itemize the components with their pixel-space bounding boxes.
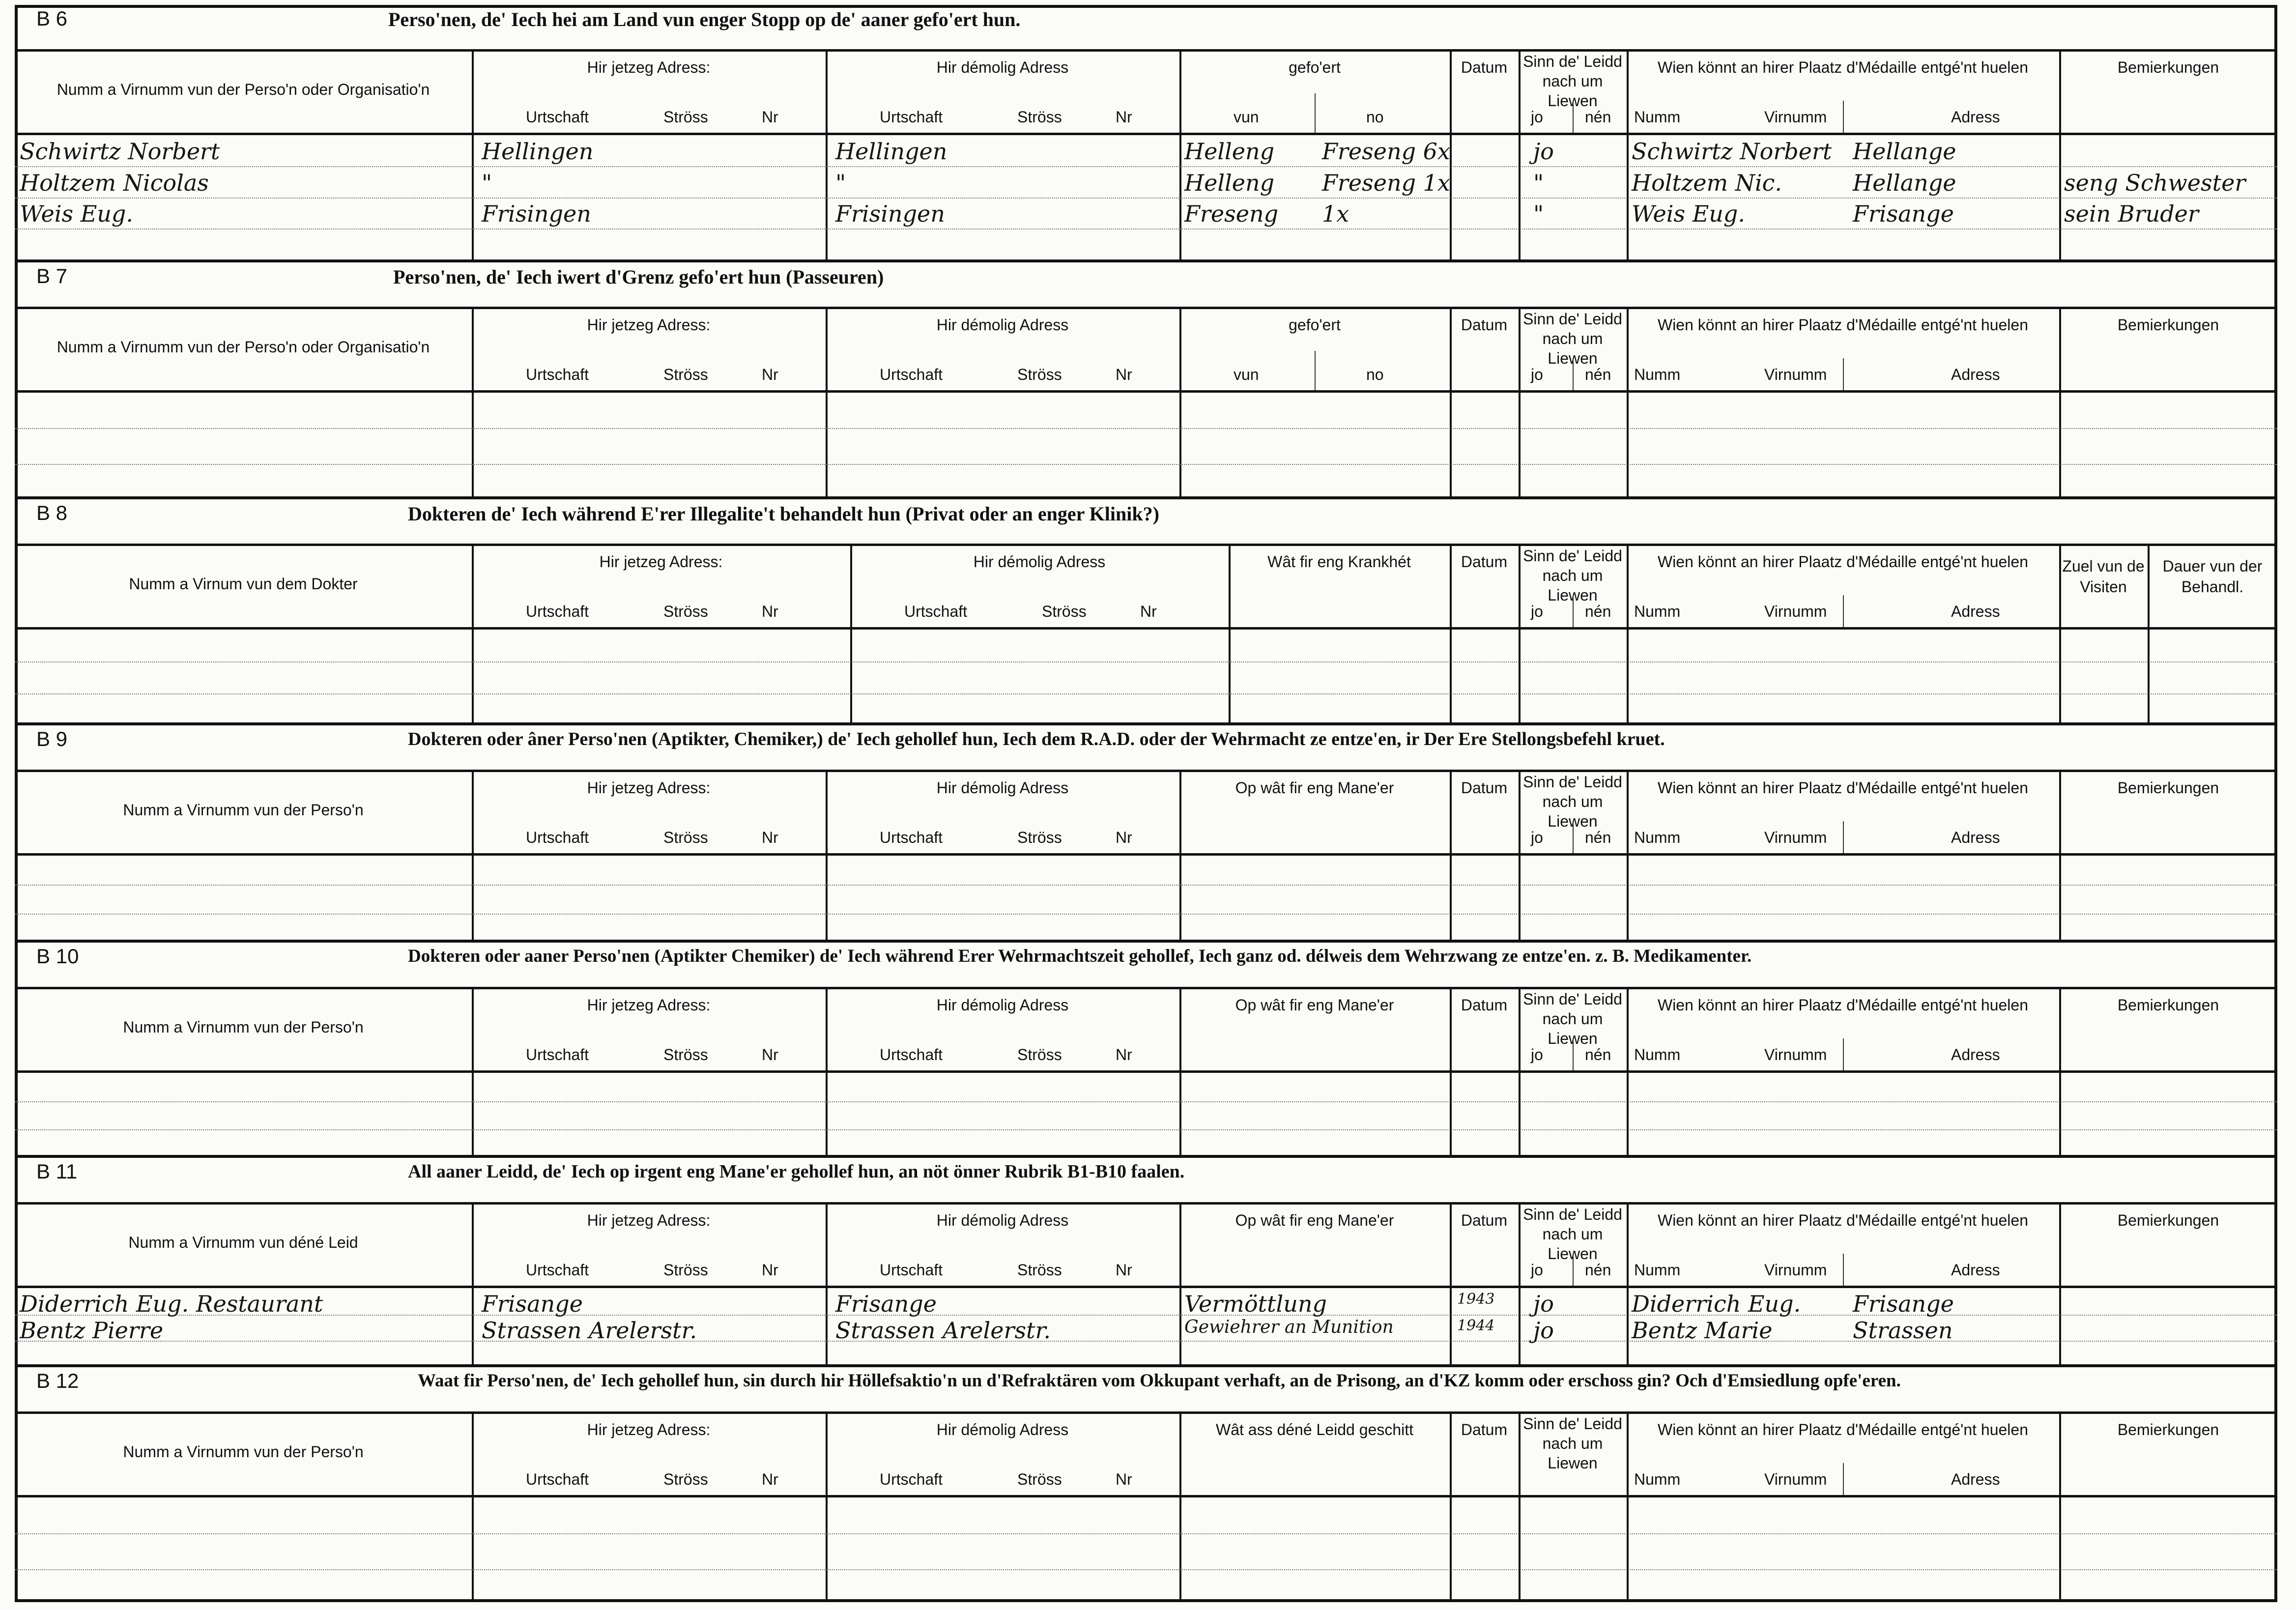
section-code: B 7 (36, 264, 68, 288)
section-title: Waat fir Perso'nen, de' Iech gehollef hun, sin durch hir Höllefsaktio'n un d'Refraktären vom Okkupant verhaft, an de Prisong, an d'KZ komm oder erschoss gin? Och d'Emsiedlung opfe'eren. (418, 1371, 1901, 1391)
handwritten-entry: Frisingen (835, 201, 945, 227)
town-subheader: Urtschaft (526, 108, 589, 126)
handwritten-entry: " (1533, 170, 1544, 196)
town-subheader: Urtschaft (880, 366, 943, 383)
section-title: Perso'nen, de' Iech hei am Land vun enger Stopp op de' aaner gefo'ert hun. (388, 8, 1021, 30)
medal-name-subheader: Numm (1634, 603, 1681, 620)
date-header: Datum (1461, 779, 1508, 797)
medal-name-subheader: Numm (1634, 829, 1681, 846)
alive-header: Sinn de' Leidd nach um Liewen (1523, 1415, 1622, 1472)
handwritten-entry: Schwirtz Norbert (20, 138, 220, 165)
medal-address-subheader: Adress (1951, 603, 2000, 620)
handwritten-entry: Strassen Arelerstr. (482, 1317, 697, 1344)
yes-subheader: jo (1531, 603, 1543, 620)
medal-name-subheader: Numm (1634, 1470, 1681, 1488)
yes-subheader: jo (1531, 829, 1543, 846)
town-subheader: Urtschaft (880, 1046, 943, 1064)
handwritten-entry: Helleng (1184, 170, 1275, 196)
medal-header: Wien könnt an hirer Plaatz d'Médaille entgé'nt huelen (1657, 1421, 2028, 1438)
alive-header: Sinn de' Leidd nach um Liewen (1523, 547, 1622, 604)
handwritten-entry: " (482, 170, 492, 196)
handwritten-entry: jo (1533, 1291, 1554, 1317)
number-subheader: Nr (762, 366, 778, 383)
handwritten-entry: seng Schwester (2064, 170, 2246, 196)
town-subheader: Urtschaft (880, 108, 943, 126)
medal-header: Wien könnt an hirer Plaatz d'Médaille entgé'nt huelen (1657, 553, 2028, 571)
medal-address-subheader: Adress (1951, 1046, 2000, 1064)
form-section (15, 1364, 2277, 1602)
yes-subheader: jo (1531, 1261, 1543, 1279)
handwritten-entry: 1x (1322, 201, 1349, 227)
entry-line (15, 693, 2277, 694)
former-address-header: Hir démolig Adress (936, 996, 1069, 1014)
current-address-header: Hir jetzeg Adress: (587, 1211, 711, 1229)
medal-firstname-subheader: Virnumm (1764, 366, 1827, 383)
handwritten-entry: Hellingen (835, 138, 947, 165)
medal-address-subheader: Adress (1951, 829, 2000, 846)
street-subheader: Ströss (1017, 829, 1062, 846)
handwritten-entry: Schwirtz Norbert (1632, 138, 1832, 165)
handwritten-entry: Freseng (1184, 201, 1279, 227)
number-subheader: Nr (762, 829, 778, 846)
form-section (15, 722, 2277, 940)
visits-count-header: Zuel vun de Visiten (2062, 557, 2145, 596)
medal-address-subheader: Adress (1951, 366, 2000, 383)
name-header: Numm a Virnum vun dem Dokter (129, 575, 358, 593)
to-subheader: no (1366, 108, 1384, 126)
town-subheader: Urtschaft (880, 1261, 943, 1279)
street-subheader: Ströss (663, 108, 708, 126)
section-title: Dokteren oder âner Perso'nen (Aptikter, Chemiker,) de' Iech gehollef hun, Iech dem R.A.D. oder der Wehrmacht ze entze'en, ir Der Ere Stellongsbefehl kruet. (408, 729, 1665, 749)
medal-header: Wien könnt an hirer Plaatz d'Médaille entgé'nt huelen (1657, 779, 2028, 797)
town-subheader: Urtschaft (880, 829, 943, 846)
number-subheader: Nr (1116, 829, 1132, 846)
handwritten-entry: Hellange (1853, 138, 1956, 165)
street-subheader: Ströss (663, 1261, 708, 1279)
alive-header: Sinn de' Leidd nach um Liewen (1523, 1206, 1622, 1263)
medal-header: Wien könnt an hirer Plaatz d'Médaille entgé'nt huelen (1657, 1211, 2028, 1229)
medal-name-subheader: Numm (1634, 1261, 1681, 1279)
medal-name-subheader: Numm (1634, 108, 1681, 126)
section-code: B 10 (36, 945, 79, 968)
handwritten-entry: sein Bruder (2064, 201, 2199, 227)
remarks-header: Bemierkungen (2117, 1211, 2219, 1229)
section-code: B 11 (36, 1160, 78, 1183)
entry-line (15, 914, 2277, 915)
medal-firstname-subheader: Virnumm (1764, 1046, 1827, 1064)
alive-header: Sinn de' Leidd nach um Liewen (1523, 310, 1622, 367)
extra-column-header: Op wât fir eng Mane'er (1235, 1211, 1394, 1229)
no-subheader: nén (1585, 1046, 1611, 1064)
current-address-header: Hir jetzeg Adress: (599, 553, 723, 571)
medal-address-subheader: Adress (1951, 108, 2000, 126)
handwritten-entry: Weis Eug. (1632, 201, 1745, 227)
former-address-header: Hir démolig Adress (973, 553, 1106, 571)
name-header: Numm a Virnumm vun der Perso'n (123, 1018, 364, 1036)
medal-address-subheader: Adress (1951, 1470, 2000, 1488)
no-subheader: nén (1585, 1261, 1611, 1279)
name-header: Numm a Virnumm vun der Perso'n oder Organisatio'n (57, 81, 430, 98)
town-subheader: Urtschaft (526, 829, 589, 846)
no-subheader: nén (1585, 366, 1611, 383)
current-address-header: Hir jetzeg Adress: (587, 996, 711, 1014)
entry-area (15, 1497, 2277, 1605)
entry-line (15, 464, 2277, 465)
handwritten-entry: Freseng 6x (1322, 138, 1450, 165)
section-title: All aaner Leidd, de' Iech op irgent eng Mane'er gehollef hun, an nöt önner Rubrik B1-B10 faalen. (408, 1161, 1185, 1182)
entry-line (15, 229, 2277, 230)
date-header: Datum (1461, 58, 1508, 76)
handwritten-entry: jo (1533, 138, 1554, 165)
entry-area (15, 856, 2277, 943)
handwritten-entry: Strassen (1853, 1317, 1953, 1344)
street-subheader: Ströss (663, 1046, 708, 1064)
handwritten-entry: Weis Eug. (20, 201, 133, 227)
current-address-header: Hir jetzeg Adress: (587, 1421, 711, 1438)
street-subheader: Ströss (663, 829, 708, 846)
number-subheader: Nr (1116, 108, 1132, 126)
entry-line (15, 885, 2277, 886)
remarks-header: Bemierkungen (2117, 58, 2219, 76)
number-subheader: Nr (1116, 366, 1132, 383)
former-address-header: Hir démolig Adress (936, 316, 1069, 334)
medal-header: Wien könnt an hirer Plaatz d'Médaille entgé'nt huelen (1657, 316, 2028, 334)
handwritten-entry: Strassen Arelerstr. (835, 1317, 1051, 1344)
street-subheader: Ströss (663, 366, 708, 383)
alive-header: Sinn de' Leidd nach um Liewen (1523, 990, 1622, 1047)
section-code: B 9 (36, 727, 68, 750)
extra-column-header: gefo'ert (1289, 316, 1341, 334)
remarks-header: Bemierkungen (2117, 996, 2219, 1014)
form-section (15, 259, 2277, 496)
handwritten-entry: Holtzem Nic. (1632, 170, 1782, 196)
extra-column-header: Wât ass déné Leidd geschitt (1215, 1421, 1413, 1438)
town-subheader: Urtschaft (904, 603, 968, 620)
medal-firstname-subheader: Virnumm (1764, 829, 1827, 846)
handwritten-entry: Helleng (1184, 138, 1275, 165)
former-address-header: Hir démolig Adress (936, 58, 1069, 76)
form-section (15, 940, 2277, 1155)
entry-line (15, 661, 2277, 662)
section-title: Dokteren oder aaner Perso'nen (Aptikter Chemiker) de' Iech während Erer Wehrmachtszeit gehollef, Iech ganz od. délweis dem Wehrzwang ze entze'en. z. B. Medikamenter. (408, 946, 1752, 966)
current-address-header: Hir jetzeg Adress: (587, 58, 711, 76)
section-code: B 8 (36, 501, 68, 524)
treatment-duration-header: Dauer vun der Behandl. (2162, 557, 2263, 596)
handwritten-entry: Frisange (835, 1291, 937, 1317)
entry-area (15, 393, 2277, 499)
form-section (15, 1155, 2277, 1364)
no-subheader: nén (1585, 603, 1611, 620)
current-address-header: Hir jetzeg Adress: (587, 316, 711, 334)
date-header: Datum (1461, 316, 1508, 334)
entry-line (15, 428, 2277, 429)
number-subheader: Nr (762, 1046, 778, 1064)
medal-firstname-subheader: Virnumm (1764, 1261, 1827, 1279)
no-subheader: nén (1585, 108, 1611, 126)
alive-header: Sinn de' Leidd nach um Liewen (1523, 773, 1622, 830)
name-header: Numm a Virnumm vun déné Leid (128, 1234, 358, 1251)
entry-area (15, 135, 2277, 259)
yes-subheader: jo (1531, 108, 1543, 126)
form-section (15, 5, 2277, 259)
name-header: Numm a Virnumm vun der Perso'n oder Organisatio'n (57, 338, 430, 356)
from-subheader: vun (1234, 366, 1259, 383)
town-subheader: Urtschaft (526, 1261, 589, 1279)
extra-column-header: Op wât fir eng Mane'er (1235, 779, 1394, 797)
medal-firstname-subheader: Virnumm (1764, 603, 1827, 620)
handwritten-entry: Frisange (1853, 201, 1954, 227)
section-code: B 6 (36, 7, 68, 30)
street-subheader: Ströss (1042, 603, 1087, 620)
medal-firstname-subheader: Virnumm (1764, 1470, 1827, 1488)
street-subheader: Ströss (1017, 1046, 1062, 1064)
town-subheader: Urtschaft (526, 603, 589, 620)
street-subheader: Ströss (663, 603, 708, 620)
entry-line (15, 198, 2277, 199)
medal-name-subheader: Numm (1634, 1046, 1681, 1064)
date-header: Datum (1461, 553, 1508, 571)
number-subheader: Nr (1116, 1470, 1132, 1488)
handwritten-entry: Holtzem Nicolas (20, 170, 209, 196)
handwritten-entry: jo (1533, 1317, 1554, 1344)
yes-subheader: jo (1531, 1046, 1543, 1064)
handwritten-entry: Gewiehrer an Munition (1184, 1317, 1394, 1337)
handwritten-entry: Freseng 1x (1322, 170, 1450, 196)
entry-line (15, 1569, 2277, 1570)
yes-subheader: jo (1531, 366, 1543, 383)
medal-address-subheader: Adress (1951, 1261, 2000, 1279)
number-subheader: Nr (762, 603, 778, 620)
handwritten-entry: 1944 (1457, 1317, 1495, 1334)
town-subheader: Urtschaft (526, 366, 589, 383)
number-subheader: Nr (762, 1261, 778, 1279)
from-subheader: vun (1234, 108, 1259, 126)
form-section (15, 496, 2277, 722)
medal-firstname-subheader: Virnumm (1764, 108, 1827, 126)
street-subheader: Ströss (1017, 366, 1062, 383)
extra-column-header: Wât fir eng Krankhét (1267, 553, 1411, 571)
alive-header: Sinn de' Leidd nach um Liewen (1523, 53, 1622, 110)
handwritten-entry: Vermöttlung (1184, 1291, 1327, 1317)
number-subheader: Nr (1116, 1046, 1132, 1064)
extra-column-header: gefo'ert (1289, 58, 1341, 76)
section-title: Perso'nen, de' Iech iwert d'Grenz gefo'ert hun (Passeuren) (393, 266, 884, 288)
handwritten-entry: Bentz Marie (1632, 1317, 1773, 1344)
no-subheader: nén (1585, 829, 1611, 846)
handwritten-entry: Frisange (1853, 1291, 1954, 1317)
former-address-header: Hir démolig Adress (936, 779, 1069, 797)
handwritten-entry: Bentz Pierre (20, 1317, 164, 1344)
handwritten-entry: Hellange (1853, 170, 1956, 196)
date-header: Datum (1461, 996, 1508, 1014)
remarks-header: Bemierkungen (2117, 779, 2219, 797)
entry-line (15, 1533, 2277, 1534)
number-subheader: Nr (762, 108, 778, 126)
town-subheader: Urtschaft (526, 1046, 589, 1064)
number-subheader: Nr (1116, 1261, 1132, 1279)
town-subheader: Urtschaft (880, 1470, 943, 1488)
name-header: Numm a Virnumm vun der Perso'n (123, 1443, 364, 1461)
street-subheader: Ströss (663, 1470, 708, 1488)
current-address-header: Hir jetzeg Adress: (587, 779, 711, 797)
entry-area (15, 630, 2277, 725)
street-subheader: Ströss (1017, 1470, 1062, 1488)
entry-area (15, 1073, 2277, 1158)
handwritten-entry: Frisingen (482, 201, 591, 227)
handwritten-entry: Hellingen (482, 138, 594, 165)
former-address-header: Hir démolig Adress (936, 1421, 1069, 1438)
handwritten-entry: " (1533, 201, 1544, 227)
street-subheader: Ströss (1017, 108, 1062, 126)
entry-line (15, 1101, 2277, 1102)
remarks-header: Bemierkungen (2117, 316, 2219, 334)
medal-header: Wien könnt an hirer Plaatz d'Médaille entgé'nt huelen (1657, 58, 2028, 76)
street-subheader: Ströss (1017, 1261, 1062, 1279)
handwritten-entry: Frisange (482, 1291, 583, 1317)
handwritten-entry: Diderrich Eug. Restaurant (20, 1291, 323, 1317)
remarks-header: Bemierkungen (2117, 1421, 2219, 1438)
medal-header: Wien könnt an hirer Plaatz d'Médaille entgé'nt huelen (1657, 996, 2028, 1014)
medal-name-subheader: Numm (1634, 366, 1681, 383)
handwritten-entry: Diderrich Eug. (1632, 1291, 1801, 1317)
town-subheader: Urtschaft (526, 1470, 589, 1488)
name-header: Numm a Virnumm vun der Perso'n (123, 801, 364, 819)
entry-area (15, 1288, 2277, 1367)
entry-line (15, 166, 2277, 167)
date-header: Datum (1461, 1211, 1508, 1229)
former-address-header: Hir démolig Adress (936, 1211, 1069, 1229)
extra-column-header: Op wât fir eng Mane'er (1235, 996, 1394, 1014)
section-code: B 12 (36, 1369, 79, 1392)
handwritten-entry: " (835, 170, 846, 196)
number-subheader: Nr (1140, 603, 1157, 620)
entry-line (15, 1129, 2277, 1130)
to-subheader: no (1366, 366, 1384, 383)
handwritten-entry: 1943 (1457, 1291, 1495, 1308)
section-title: Dokteren de' Iech während E'rer Illegalite't behandelt hun (Privat oder an enger Klinik?) (408, 503, 1159, 525)
number-subheader: Nr (762, 1470, 778, 1488)
date-header: Datum (1461, 1421, 1508, 1438)
